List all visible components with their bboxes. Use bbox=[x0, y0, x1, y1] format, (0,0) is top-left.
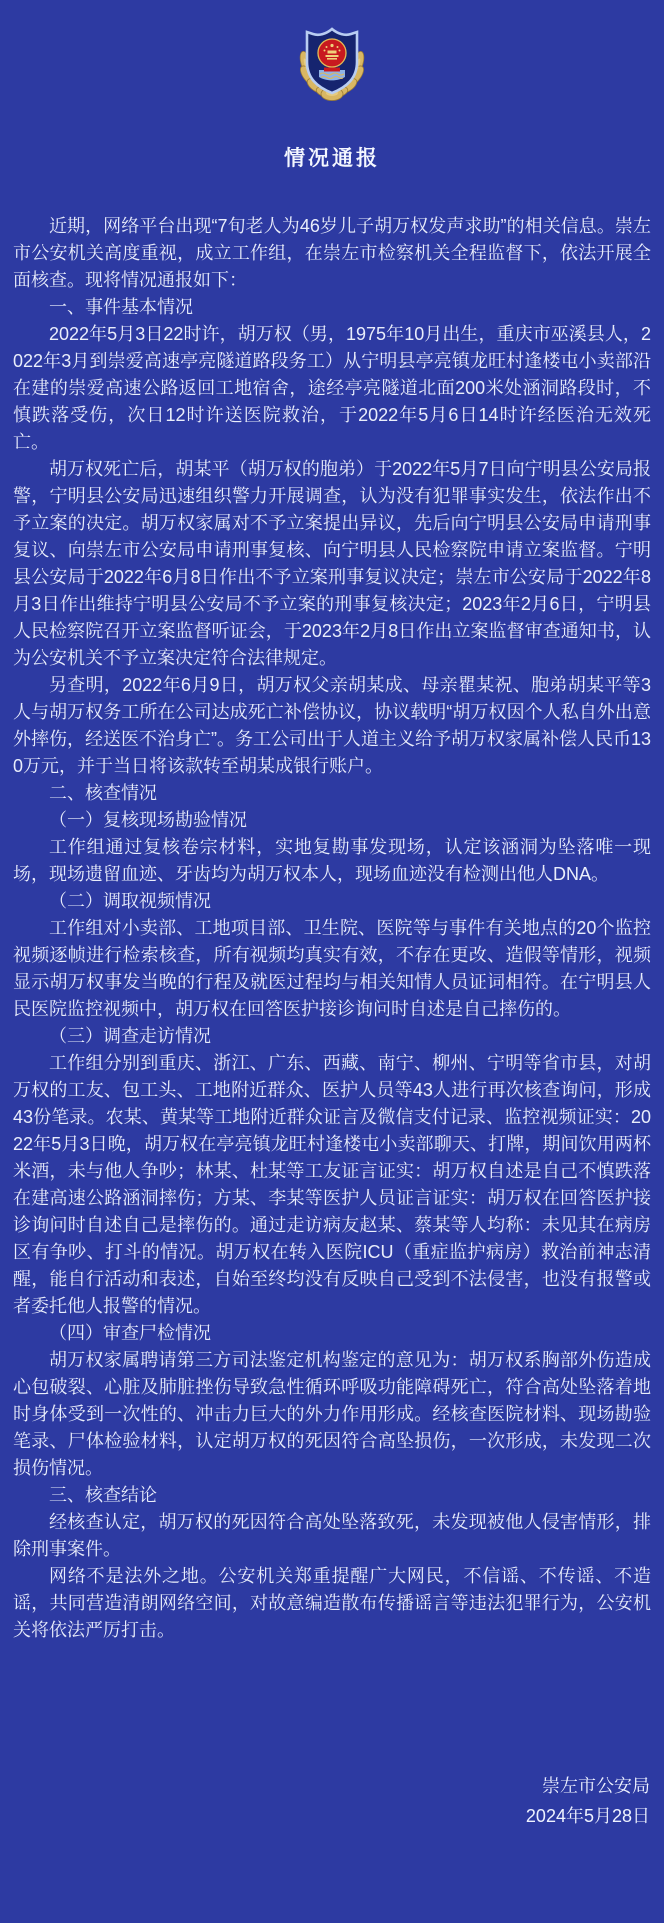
section-heading: （一）复核现场勘验情况 bbox=[49, 810, 247, 830]
paragraph: 网络不是法外之地。公安机关郑重提醒广大网民，不信谣、不传谣、不造谣，共同营造清朗网络空间，对故意编造散布传播谣言等违法犯罪行为，公安机关将依法严厉打击。 bbox=[13, 1566, 651, 1640]
section-heading: （二）调取视频情况 bbox=[49, 891, 211, 911]
signature-agency: 崇左市公安局 bbox=[542, 1776, 650, 1796]
section-heading: 二、核查情况 bbox=[49, 783, 157, 803]
paragraph: 工作组对小卖部、工地项目部、卫生院、医院等与事件有关地点的20个监控视频逐帧进行检索核查，所有视频均真实有效，不存在更改、造假等情形，视频显示胡万权事发当晚的行程及就医过程均与相关知情人员证词相符。在宁明县人民医院监控视频中，胡万权在回答医护接诊询问时自述是自己摔伤的。 bbox=[13, 918, 651, 1019]
paragraph: 工作组分别到重庆、浙江、广东、西藏、南宁、柳州、宁明等省市县，对胡万权的工友、包工头、工地附近群众、医护人员等43人进行再次核查询问，形成43份笔录。农某、黄某等工地附近群众证言及微信支付记录、监控视频证实：2022年5月3日晚，胡万权在亭亮镇龙旺村逢楼屯小卖部聊天、打牌，期间饮用两杯米酒，未与他人争吵；林某、杜某等工友证言证实：胡万权自述是自己不慎跌落在建高速公路涵洞摔伤；方某、李某等医护人员证言证实：胡万权在回答医护接诊询问时自述自己是摔伤的。通过走访病友赵某、蔡某等人均称：未见其在病房区有争吵、打斗的情况。胡万权在转入医院ICU（重症监护病房）救治前神志清醒，能自行活动和表述，自始至终均没有反映自己受到不法侵害，也没有报警或者委托他人报警的情况。 bbox=[13, 1053, 651, 1316]
paragraph: 经核查认定，胡万权的死因符合高处坠落致死，未发现被他人侵害情形，排除刑事案件。 bbox=[13, 1512, 651, 1559]
notice-body bbox=[0, 172, 664, 1644]
paragraph: 另查明，2022年6月9日，胡万权父亲胡某成、母亲瞿某祝、胞弟胡某平等3人与胡万权务工所在公司达成死亡补偿协议，协议载明“胡万权因个人私自外出意外摔伤，经送医不治身亡”。务工公司出于人道主义给予胡万权家属补偿人民币130万元，并于当日将该款转至胡某成银行账户。 bbox=[13, 675, 652, 776]
paragraph: 近期，网络平台出现“7旬老人为46岁儿子胡万权发声求助”的相关信息。崇左市公安机关高度重视，成立工作组，在崇左市检察机关全程监督下，依法开展全面核查。现将情况通报如下： bbox=[13, 216, 651, 290]
paragraph: 胡万权家属聘请第三方司法鉴定机构鉴定的意见为：胡万权系胸部外伤造成心包破裂、心脏及肺脏挫伤导致急性循环呼吸功能障碍死亡，符合高处坠落着地时身体受到一次性的、冲击力巨大的外力作用形成。经核查医院材料、现场勘验笔录、尸体检验材料，认定胡万权的死因符合高坠损伤，一次形成，未发现二次损伤情况。 bbox=[13, 1350, 651, 1478]
notice-title: 情况通报 bbox=[284, 147, 380, 170]
section-heading: 三、核查结论 bbox=[49, 1485, 157, 1505]
paragraph: 胡万权死亡后，胡某平（胡万权的胞弟）于2022年5月7日向宁明县公安局报警，宁明县公安局迅速组织警力开展调查，认为没有犯罪事实发生，依法作出不予立案的决定。胡万权家属对不予立案提出异议，先后向宁明县公安局申请刑事复议、向崇左市公安局申请刑事复核、向宁明县人民检察院申请立案监督。宁明县公安局于2022年6月8日作出不予立案刑事复议决定；崇左市公安局于2022年8月3日作出维持宁明县公安局不予立案的刑事复核决定；2023年2月6日，宁明县人民检察院召开立案监督听证会，于2023年2月8日作出立案监督审查通知书，认为公安机关不予立案决定符合法律规定。 bbox=[13, 459, 651, 668]
police-badge-icon bbox=[293, 26, 371, 102]
paragraph: 2022年5月3日22时许，胡万权（男，1975年10月出生，重庆市巫溪县人，2022年3月到崇爱高速亭亮隧道路段务工）从宁明县亭亮镇龙旺村逢楼屯小卖部沿在建的崇爱高速公路返回工地宿舍，途经亭亮隧道北面200米处涵洞路段时，不慎跌落受伤，次日12时许送医院救治，于2022年5月6日14时许经医治无效死亡。 bbox=[13, 324, 651, 452]
signature-date: 2024年5月28日 bbox=[525, 1806, 650, 1826]
paragraph: 工作组通过复核卷宗材料，实地复勘事发现场，认定该涵洞为坠落唯一现场，现场遗留血迹、牙齿均为胡万权本人，现场血迹没有检测出他人DNA。 bbox=[13, 837, 651, 884]
section-heading: （四）审查尸检情况 bbox=[49, 1323, 211, 1343]
section-heading: （三）调查走访情况 bbox=[49, 1026, 211, 1046]
section-heading: 一、事件基本情况 bbox=[49, 297, 193, 317]
signature-block bbox=[526, 1771, 650, 1831]
